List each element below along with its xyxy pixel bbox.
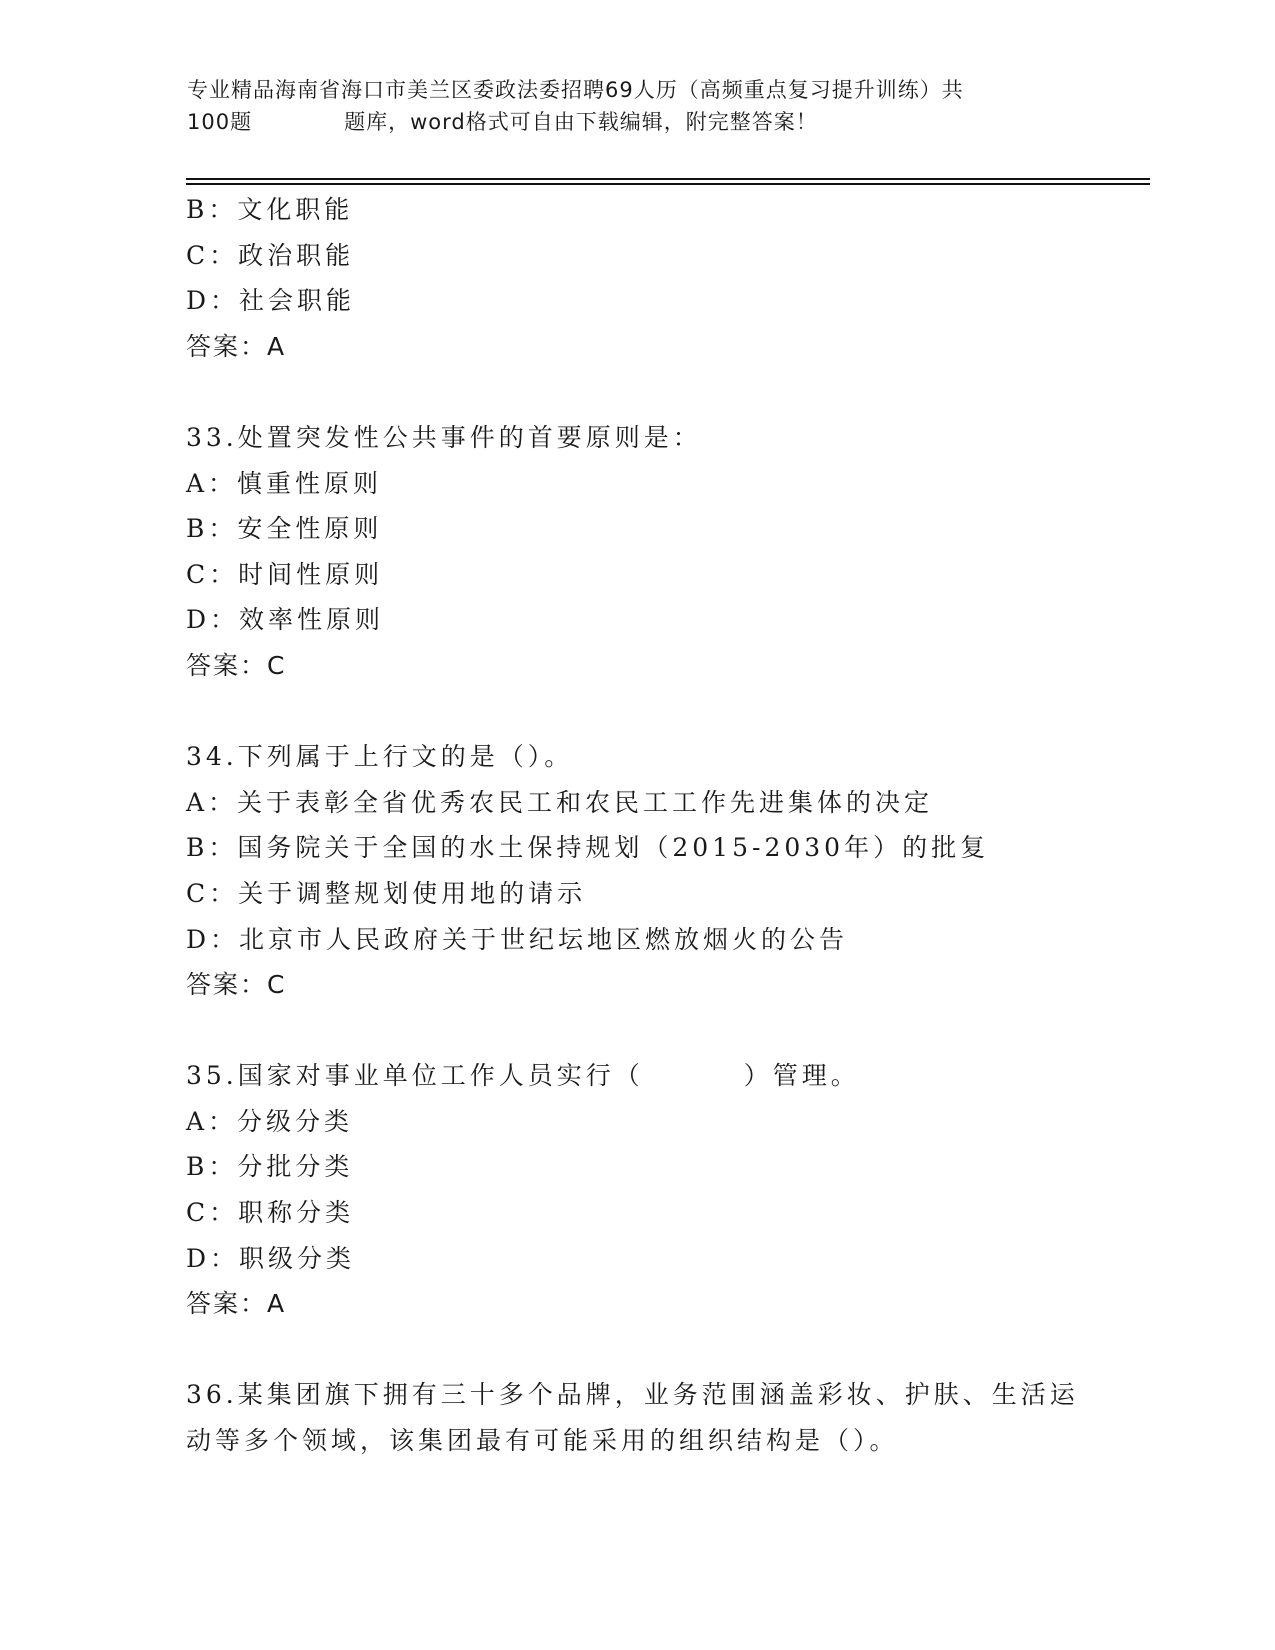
header-count: 100题 xyxy=(187,110,253,134)
option-d: D：效率性原则 xyxy=(186,605,385,635)
answer: 答案：A xyxy=(186,1289,287,1319)
option-a: A：关于表彰全省优秀农民工和农民工工作先进集体的决定 xyxy=(186,787,934,817)
question-36 xyxy=(186,1372,1086,1463)
question-text xyxy=(186,1053,1086,1099)
document-header xyxy=(187,74,1087,138)
option-d: D：职级分类 xyxy=(186,1243,356,1273)
question-list xyxy=(186,187,1086,1464)
option-a: A：分级分类 xyxy=(186,1106,354,1136)
question-text-line-1: 36.某集团旗下拥有三十多个品牌，业务范围涵盖彩妆、护肤、生活运 xyxy=(186,1380,1079,1410)
option-c: C：时间性原则 xyxy=(186,559,384,589)
option-a: A：慎重性原则 xyxy=(186,468,383,498)
option-d: D：社会职能 xyxy=(186,286,356,316)
question-34 xyxy=(186,734,1086,1008)
option-c: C：职称分类 xyxy=(186,1198,355,1228)
option-b: B：安全性原则 xyxy=(186,514,383,544)
question-text: 34.下列属于上行文的是（）。 xyxy=(186,742,574,772)
question-33 xyxy=(186,415,1086,689)
question-text: 33.处置突发性公共事件的首要原则是： xyxy=(186,422,702,452)
question-text-line-2: 动等多个领域，该集团最有可能采用的组织结构是（）。 xyxy=(186,1426,899,1456)
option-d: D：北京市人民政府关于世纪坛地区燃放烟火的公告 xyxy=(186,924,849,954)
header-divider-top xyxy=(186,178,1150,180)
option-b: B：分批分类 xyxy=(186,1152,354,1182)
option-b: B：国务院关于全国的水土保持规划（2015-2030年）的批复 xyxy=(186,833,990,863)
header-divider-bottom xyxy=(186,183,1150,185)
question-35 xyxy=(186,1053,1086,1327)
question-32-continued xyxy=(186,187,1086,369)
answer: 答案：C xyxy=(186,970,287,1000)
header-title-line-1: 专业精品海南省海口市美兰区委政法委招聘69人历（高频重点复习提升训练）共 xyxy=(187,78,964,102)
answer: 答案：A xyxy=(186,331,287,361)
header-description: 题库，word格式可自由下载编辑，附完整答案！ xyxy=(344,110,818,134)
option-c: C：政治职能 xyxy=(186,240,355,270)
answer: 答案：C xyxy=(186,650,287,680)
question-text-end: ）管理。 xyxy=(743,1061,860,1091)
question-text-start: 35.国家对事业单位工作人员实行（ xyxy=(186,1061,644,1091)
option-b: B：文化职能 xyxy=(186,195,354,224)
option-c: C：关于调整规划使用地的请示 xyxy=(186,878,587,908)
header-title-line-2 xyxy=(187,106,1087,138)
